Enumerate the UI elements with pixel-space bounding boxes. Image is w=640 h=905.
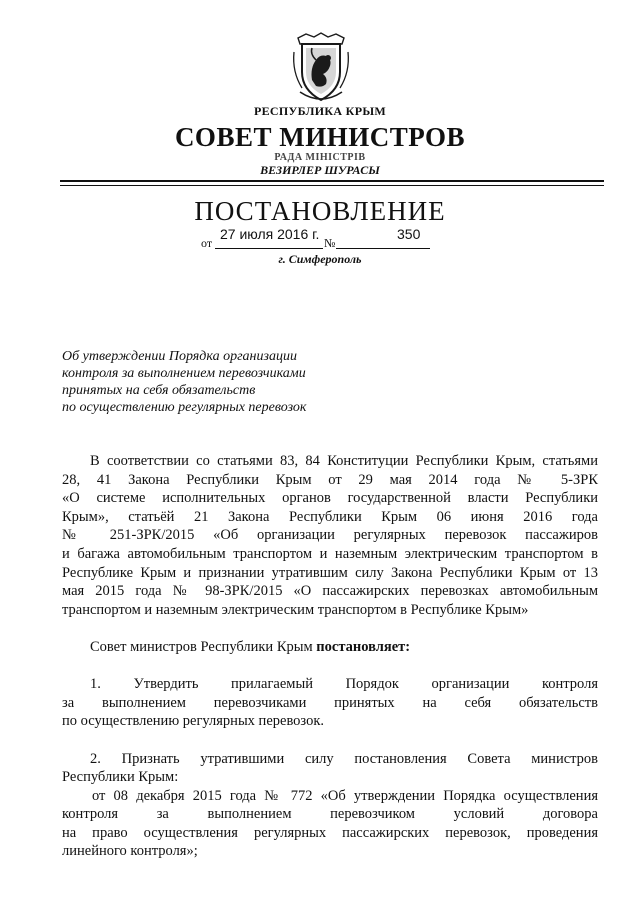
city-label: г. Симферополь xyxy=(278,252,362,266)
preamble-line: В соответствии со статьями 83, 84 Конституции Республики Крым, статьями xyxy=(90,453,598,469)
preamble-line: «О системе исполнительных органов государственной власти Республики xyxy=(62,490,598,507)
crimea-coat-of-arms-icon xyxy=(290,32,352,106)
title-line: Об утверждении Порядка организации xyxy=(62,349,297,364)
header-rule-thin xyxy=(60,185,604,186)
item1-line: за выполнением перевозчиками принятых на себя обязательств xyxy=(62,694,598,711)
item1-line: по осуществлению регулярных перевозок. xyxy=(62,713,324,730)
decree-date: 27 июля 2016 г. xyxy=(220,226,320,242)
preamble-line: Крым», статьёй 21 Закона Республики Крым 06 июня 2016 года xyxy=(62,508,598,525)
resolves-line xyxy=(62,638,598,657)
title-line: принятых на себя обязательств xyxy=(62,383,256,398)
crimean-tatar-title: ВЕЗИРЛЕР ШУРАСЫ xyxy=(260,163,380,177)
item1-line: 1. Утвердить прилагаемый Порядок организации контроля xyxy=(90,676,598,693)
ukrainian-title: РАДА МІНІСТРІВ xyxy=(274,152,366,163)
item2-line: Республики Крым: xyxy=(62,769,179,786)
resolves-keyword: постановляет: xyxy=(316,638,411,655)
title-line: по осуществлению регулярных перевозок xyxy=(62,400,307,415)
resolves-text: Совет министров Республики Крым xyxy=(90,638,317,655)
item2a-line: от 08 декабря 2015 года № 772 «Об утверждении Порядка осуществления xyxy=(92,787,598,804)
decree-body xyxy=(62,452,598,861)
number-underline xyxy=(336,248,430,249)
republic-label: РЕСПУБЛИКА КРЫМ xyxy=(253,104,387,118)
decree-number: 350 xyxy=(397,226,421,242)
item2a-line: контроля за выполнением перевозчиком условий договора xyxy=(62,806,598,823)
number-prefix: № xyxy=(324,236,336,250)
header-rule-thick xyxy=(60,180,604,182)
date-underline xyxy=(215,248,323,249)
item2a-line: линейного контроля»; xyxy=(62,843,198,860)
preamble-line: и багажа автомобильным транспортом и наземным электрическим транспортом в xyxy=(62,545,598,562)
item2a-line: на право осуществления регулярных пассажирских перевозок, проведения xyxy=(62,824,598,841)
preamble-line: Республике Крым и признании утратившим силу Закона Республики Крым от 13 xyxy=(62,564,598,581)
preamble-line: мая 2015 года № 98-ЗРК/2015 «О пассажирских перевозках автомобильным xyxy=(62,583,598,600)
date-prefix: от xyxy=(201,236,213,250)
title-line: контроля за выполнением перевозчиками xyxy=(62,366,306,381)
item2-line: 2. Признать утратившими силу постановления Совета министров xyxy=(90,750,598,767)
preamble-line: № 251-ЗРК/2015 «Об организации регулярных перевозок пассажиров xyxy=(62,527,598,544)
preamble-line: 28, 41 Закона Республики Крым от 29 мая 2014 года № 5-ЗРК xyxy=(62,471,598,488)
preamble-line: транспортом и наземным электрическим транспортом в Республике Крым» xyxy=(62,601,529,618)
council-title: СОВЕТ МИНИСТРОВ xyxy=(174,122,466,152)
document-type: ПОСТАНОВЛЕНИЕ xyxy=(194,196,446,226)
decree-title xyxy=(62,348,362,416)
